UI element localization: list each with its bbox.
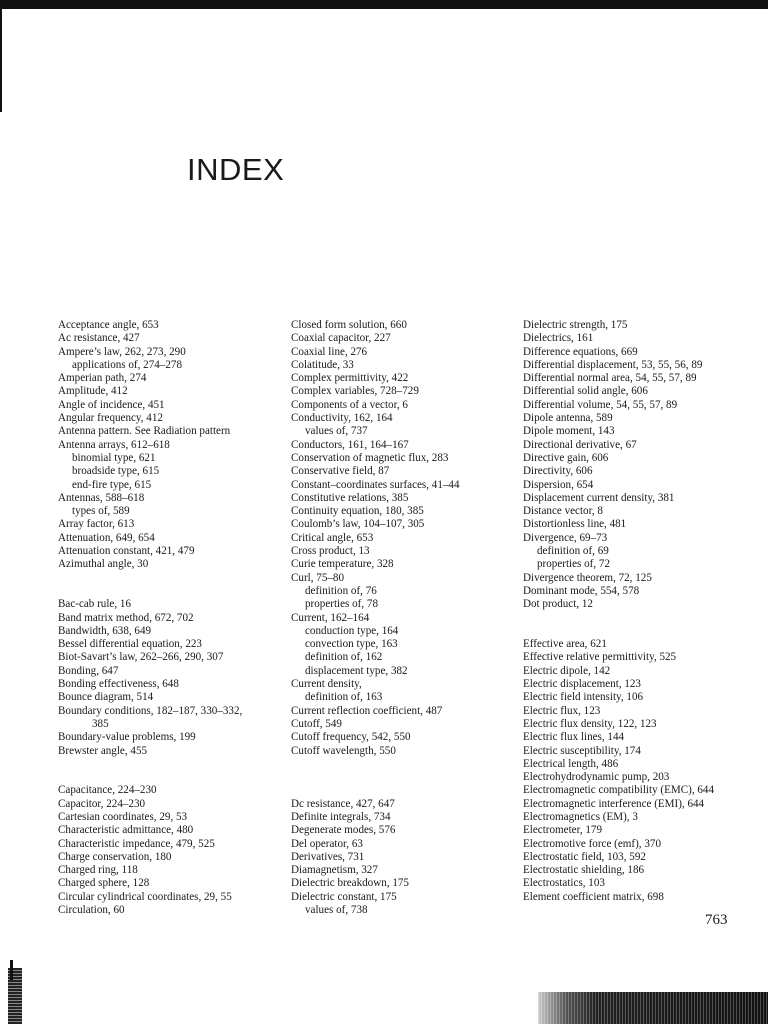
index-entry: Dielectric breakdown, 175 [291,877,409,890]
index-entry: Complex permittivity, 422 [291,372,409,385]
index-entry: Current reflection coefficient, 487 [291,704,443,717]
index-entry: Current density, [291,678,362,691]
index-entry: Angle of incidence, 451 [58,398,165,411]
index-entry: Dot product, 12 [523,598,593,611]
index-subentry: displacement type, 382 [305,664,408,677]
index-entry: Dipole moment, 143 [523,425,615,438]
index-entry: Constitutive relations, 385 [291,491,409,504]
index-entry: Directive gain, 606 [523,451,609,464]
index-subentry: 385 [92,717,109,730]
index-entry: Conservation of magnetic flux, 283 [291,451,449,464]
index-entry: Electromagnetics (EM), 3 [523,810,638,823]
index-subentry: broadside type, 615 [72,465,160,478]
page-left-rule [0,0,2,112]
index-entry: Conservative field, 87 [291,465,390,478]
index-subentry: conduction type, 164 [305,624,399,637]
index-entry: Definite integrals, 734 [291,810,391,823]
index-entry: Electric susceptibility, 174 [523,744,641,757]
index-subentry: definition of, 163 [305,691,383,704]
index-entry: Ac resistance, 427 [58,332,140,345]
index-entry: Critical angle, 653 [291,531,374,544]
index-entry: Dielectric strength, 175 [523,319,628,331]
index-entry: Boundary conditions, 182–187, 330–332, [58,704,243,717]
index-entry: Derivatives, 731 [291,850,365,863]
index-subentry: types of, 589 [72,505,130,518]
index-entry: Electromotive force (emf), 370 [523,837,661,850]
scan-artifact-left [8,968,22,1024]
index-entry: Electromagnetic compatibility (EMC), 644 [523,784,715,797]
letter-group-gap [58,572,242,599]
index-entry: Continuity equation, 180, 385 [291,505,424,518]
index-subentry: applications of, 274–278 [72,358,182,371]
index-entry: Biot-Savart’s law, 262–266, 290, 307 [58,651,224,664]
index-entry: Bounce diagram, 514 [58,691,154,704]
index-entry: Differential normal area, 54, 55, 57, 89 [523,372,697,385]
index-entry: Electrostatic shielding, 186 [523,864,645,877]
index-entry: Electric flux density, 122, 123 [523,717,657,730]
index-entry: Dielectrics, 161 [523,332,594,345]
index-entry: Charged ring, 118 [58,864,138,877]
index-entry: Electrohydrodynamic pump, 203 [523,771,670,784]
index-entry: Distance vector, 8 [523,505,603,518]
index-entry: Angular frequency, 412 [58,412,163,425]
scan-artifact-right [538,992,768,1024]
index-entry: Cutoff, 549 [291,717,342,730]
index-entry: Directivity, 606 [523,465,593,478]
index-entry: Dispersion, 654 [523,478,594,491]
index-entry: Electrometer, 179 [523,824,603,837]
index-entry: Antennas, 588–618 [58,491,145,504]
index-entry: Difference equations, 669 [523,345,638,358]
index-entry: Dominant mode, 554, 578 [523,584,640,597]
index-entry: Components of a vector, 6 [291,398,408,411]
index-subentry: values of, 737 [305,425,368,438]
index-entry: Electric flux lines, 144 [523,731,625,744]
index-entry: Charge conservation, 180 [58,850,172,863]
index-entry: Displacement current density, 381 [523,491,675,504]
index-entry: Characteristic admittance, 480 [58,824,194,837]
index-entry: Capacitor, 224–230 [58,797,146,810]
index-entry: Boundary-value problems, 199 [58,731,196,744]
index-entry: Dielectric constant, 175 [291,890,397,903]
index-entry: Attenuation constant, 421, 479 [58,545,195,558]
index-entry: Curie temperature, 328 [291,558,394,571]
index-column-3 [523,319,714,904]
index-entry: Circular cylindrical coordinates, 29, 55 [58,890,232,903]
index-entry: Degenerate modes, 576 [291,824,396,837]
index-entry: Antenna pattern. See Radiation pattern [58,425,231,438]
index-entry: Electrostatic field, 103, 592 [523,850,646,863]
index-subentry: values of, 738 [305,904,368,917]
index-subentry: properties of, 72 [537,558,611,571]
index-entry: Electric field intensity, 106 [523,691,644,704]
index-subentry: definition of, 69 [537,545,609,558]
index-entry: Array factor, 613 [58,518,135,531]
index-entry: Diamagnetism, 327 [291,864,378,877]
index-entry: Dc resistance, 427, 647 [291,797,395,810]
letter-group-gap [58,758,242,785]
index-entry: Differential solid angle, 606 [523,385,648,398]
index-entry: Element coefficient matrix, 698 [523,890,664,903]
index-entry: Electric flux, 123 [523,704,601,717]
index-subentry: binomial type, 621 [72,451,156,464]
index-entry: Circulation, 60 [58,904,125,917]
index-entry: Constant–coordinates surfaces, 41–44 [291,478,460,491]
index-entry: Dipole antenna, 589 [523,412,613,425]
index-entry: Cutoff frequency, 542, 550 [291,731,411,744]
index-entry: Amperian path, 274 [58,372,147,385]
index-entry: Effective area, 621 [523,638,607,651]
index-entry: Current, 162–164 [291,611,370,624]
index-entry: Differential displacement, 53, 55, 56, 89 [523,358,703,371]
page-title: INDEX [187,152,285,187]
index-entry: Bac-cab rule, 16 [58,598,131,611]
index-entry: Brewster angle, 455 [58,744,148,757]
index-entry: Cutoff wavelength, 550 [291,744,396,757]
index-entry: Band matrix method, 672, 702 [58,611,194,624]
index-subentry: definition of, 162 [305,651,383,664]
index-entry: Attenuation, 649, 654 [58,531,155,544]
index-entry: Effective relative permittivity, 525 [523,651,677,664]
index-entry: Bonding effectiveness, 648 [58,678,179,691]
index-entry: Bandwidth, 638, 649 [58,624,152,637]
index-entry: Charged sphere, 128 [58,877,150,890]
page-number: 763 [705,912,728,928]
index-column-1 [58,319,242,917]
index-entry: Cross product, 13 [291,545,370,558]
index-entry: Curl, 75–80 [291,571,345,584]
index-entry: Closed form solution, 660 [291,319,407,331]
index-entry: Characteristic impedance, 479, 525 [58,837,215,850]
letter-group-gap [291,784,460,797]
index-subentry: definition of, 76 [305,584,377,597]
index-entry: Differential volume, 54, 55, 57, 89 [523,398,678,411]
index-entry: Capacitance, 224–230 [58,784,157,797]
index-entry: Antenna arrays, 612–618 [58,438,170,451]
index-entry: Directional derivative, 67 [523,438,637,451]
index-subentry: convection type, 163 [305,638,398,651]
letter-group-gap [291,758,460,785]
index-entry: Divergence theorem, 72, 125 [523,571,652,584]
index-entry: Electric displacement, 123 [523,678,641,691]
index-entry: Coaxial line, 276 [291,345,368,358]
index-entry: Divergence, 69–73 [523,531,608,544]
index-entry: Acceptance angle, 653 [58,319,159,331]
index-entry: Bessel differential equation, 223 [58,638,202,651]
index-column-2 [291,319,460,917]
index-entry: Coulomb’s law, 104–107, 305 [291,518,425,531]
index-entry: Cartesian coordinates, 29, 53 [58,810,188,823]
index-entry: Colatitude, 33 [291,358,354,371]
index-entry: Conductivity, 162, 164 [291,412,393,425]
index-entry: Azimuthal angle, 30 [58,558,149,571]
index-subentry: end-fire type, 615 [72,478,152,491]
index-entry: Bonding, 647 [58,664,119,677]
index-entry: Electrical length, 486 [523,757,619,770]
index-entry: Electrostatics, 103 [523,877,605,890]
index-subentry: properties of, 78 [305,598,379,611]
index-entry: Electromagnetic interference (EMI), 644 [523,797,705,810]
index-entry: Coaxial capacitor, 227 [291,332,391,345]
index-entry: Complex variables, 728–729 [291,385,419,398]
index-entry: Ampere’s law, 262, 273, 290 [58,345,186,358]
index-entry: Distortionless line, 481 [523,518,627,531]
page-top-border [0,0,768,9]
index-entry: Amplitude, 412 [58,385,128,398]
index-entry: Electric dipole, 142 [523,664,611,677]
index-entry: Del operator, 63 [291,837,363,850]
index-entry: Conductors, 161, 164–167 [291,438,409,451]
letter-group-gap [523,612,714,639]
